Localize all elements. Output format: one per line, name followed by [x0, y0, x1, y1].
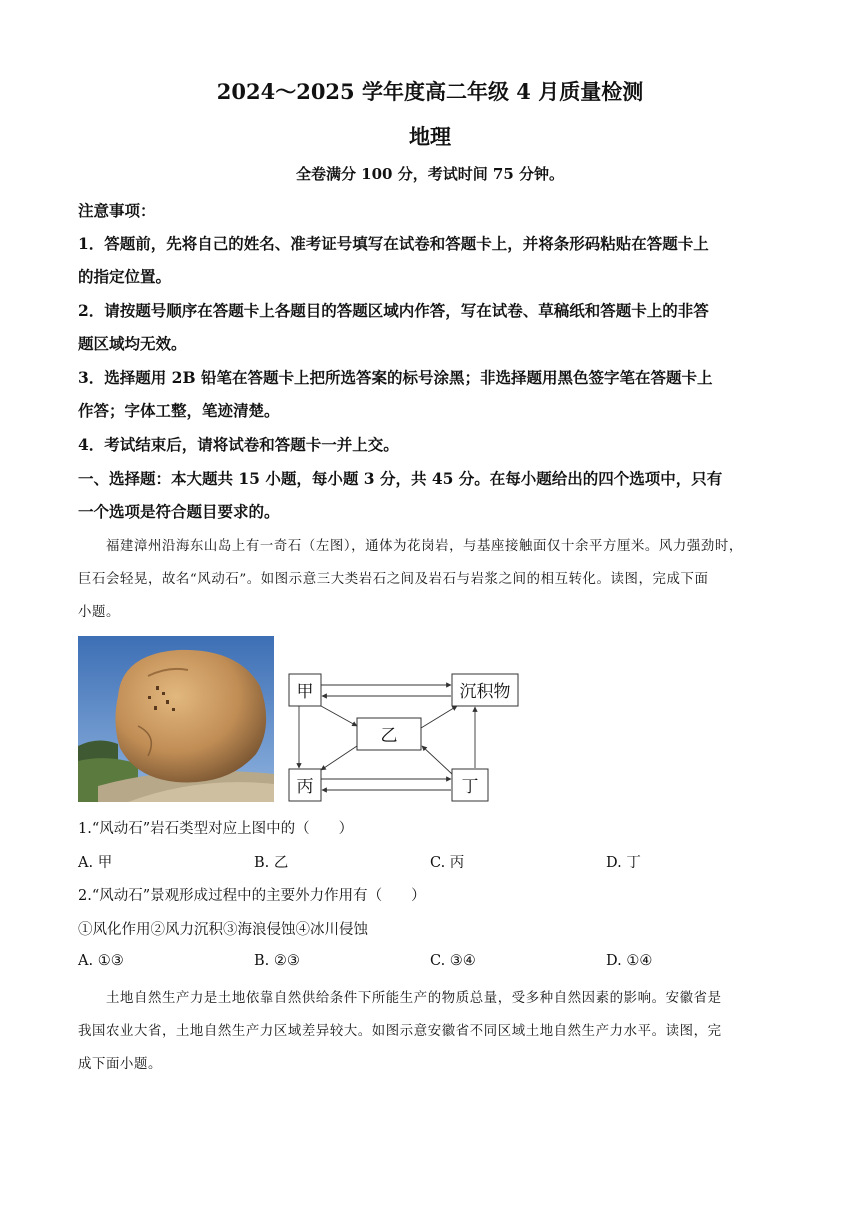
- node-chenjiwu: 沉积物: [459, 682, 511, 702]
- q1-option-a: A. 甲: [78, 855, 113, 871]
- notice-line: 2．请按题号顺序在答题卡上各题目的答题区域内作答，写在试卷、草稿纸和答题卡上的非答: [78, 301, 709, 320]
- question-2-choices: ①风化作用②风力沉积③海浪侵蚀④冰川侵蚀: [78, 922, 368, 938]
- q1-option-d: D. 丁: [606, 855, 641, 871]
- notice-heading: 注意事项：: [78, 201, 156, 220]
- wind-rock-photo: [78, 636, 274, 802]
- passage-line: 巨石会轻晃，故名“风动石”。如图示意三大类岩石之间及岩石与岩浆之间的相互转化。读图，完成下面: [78, 572, 709, 587]
- q2-option-a: A. ①③: [78, 953, 124, 969]
- q2-option-c: C. ③④: [430, 953, 476, 969]
- page-title: 2024～2025 学年度高二年级 4 月质量检测: [216, 79, 644, 104]
- subject-title: 地理: [409, 124, 451, 149]
- node-yi: 乙: [380, 726, 398, 746]
- notice-line: 的指定位置。: [78, 267, 172, 286]
- notice-line: 4．考试结束后，请将试卷和答题卡一并上交。: [78, 435, 399, 454]
- rock-cycle-diagram: [285, 666, 525, 806]
- q1-option-b: B. 乙: [254, 855, 289, 871]
- notice-line: 1．答题前，先将自己的姓名、准考证号填写在试卷和答题卡上，并将条形码粘贴在答题卡上: [78, 234, 709, 253]
- node-ding: 丁: [461, 777, 479, 797]
- passage-line: 我国农业大省，土地自然生产力区域差异较大。如图示意安徽省不同区域土地自然生产力水平。读图，完: [78, 1024, 722, 1039]
- passage-line: 土地自然生产力是土地依靠自然供给条件下所能生产的物质总量，受多种自然因素的影响。安徽省是: [106, 991, 722, 1006]
- notice-line: 题区域均无效。: [78, 334, 187, 353]
- node-jia: 甲: [296, 682, 314, 702]
- q1-option-c: C. 丙: [430, 855, 465, 871]
- section-heading: 一、选择题：本大题共 15 小题，每小题 3 分，共 45 分。在每小题给出的四个选项中，只有: [78, 469, 723, 488]
- exam-meta: 全卷满分 100 分，考试时间 75 分钟。: [295, 165, 565, 183]
- notice-line: 3．选择题用 2B 铅笔在答题卡上把所选答案的标号涂黑；非选择题用黑色签字笔在答题卡上: [78, 368, 713, 387]
- section-heading: 一个选项是符合题目要求的。: [78, 502, 280, 521]
- question-1-stem: 1.“风动石”岩石类型对应上图中的（ ）: [78, 821, 354, 837]
- passage-line: 小题。: [78, 605, 120, 620]
- q2-option-d: D. ①④: [606, 953, 653, 969]
- q2-option-b: B. ②③: [254, 953, 300, 969]
- passage-line: 成下面小题。: [78, 1057, 162, 1072]
- node-bing: 丙: [296, 777, 314, 797]
- passage-line: 福建漳州沿海东山岛上有一奇石（左图），通体为花岗岩，与基座接触面仅十余平方厘米。风力强劲时，: [106, 539, 743, 554]
- notice-line: 作答；字体工整，笔迹清楚。: [78, 401, 280, 420]
- question-2-stem: 2.“风动石”景观形成过程中的主要外力作用有（ ）: [78, 888, 426, 904]
